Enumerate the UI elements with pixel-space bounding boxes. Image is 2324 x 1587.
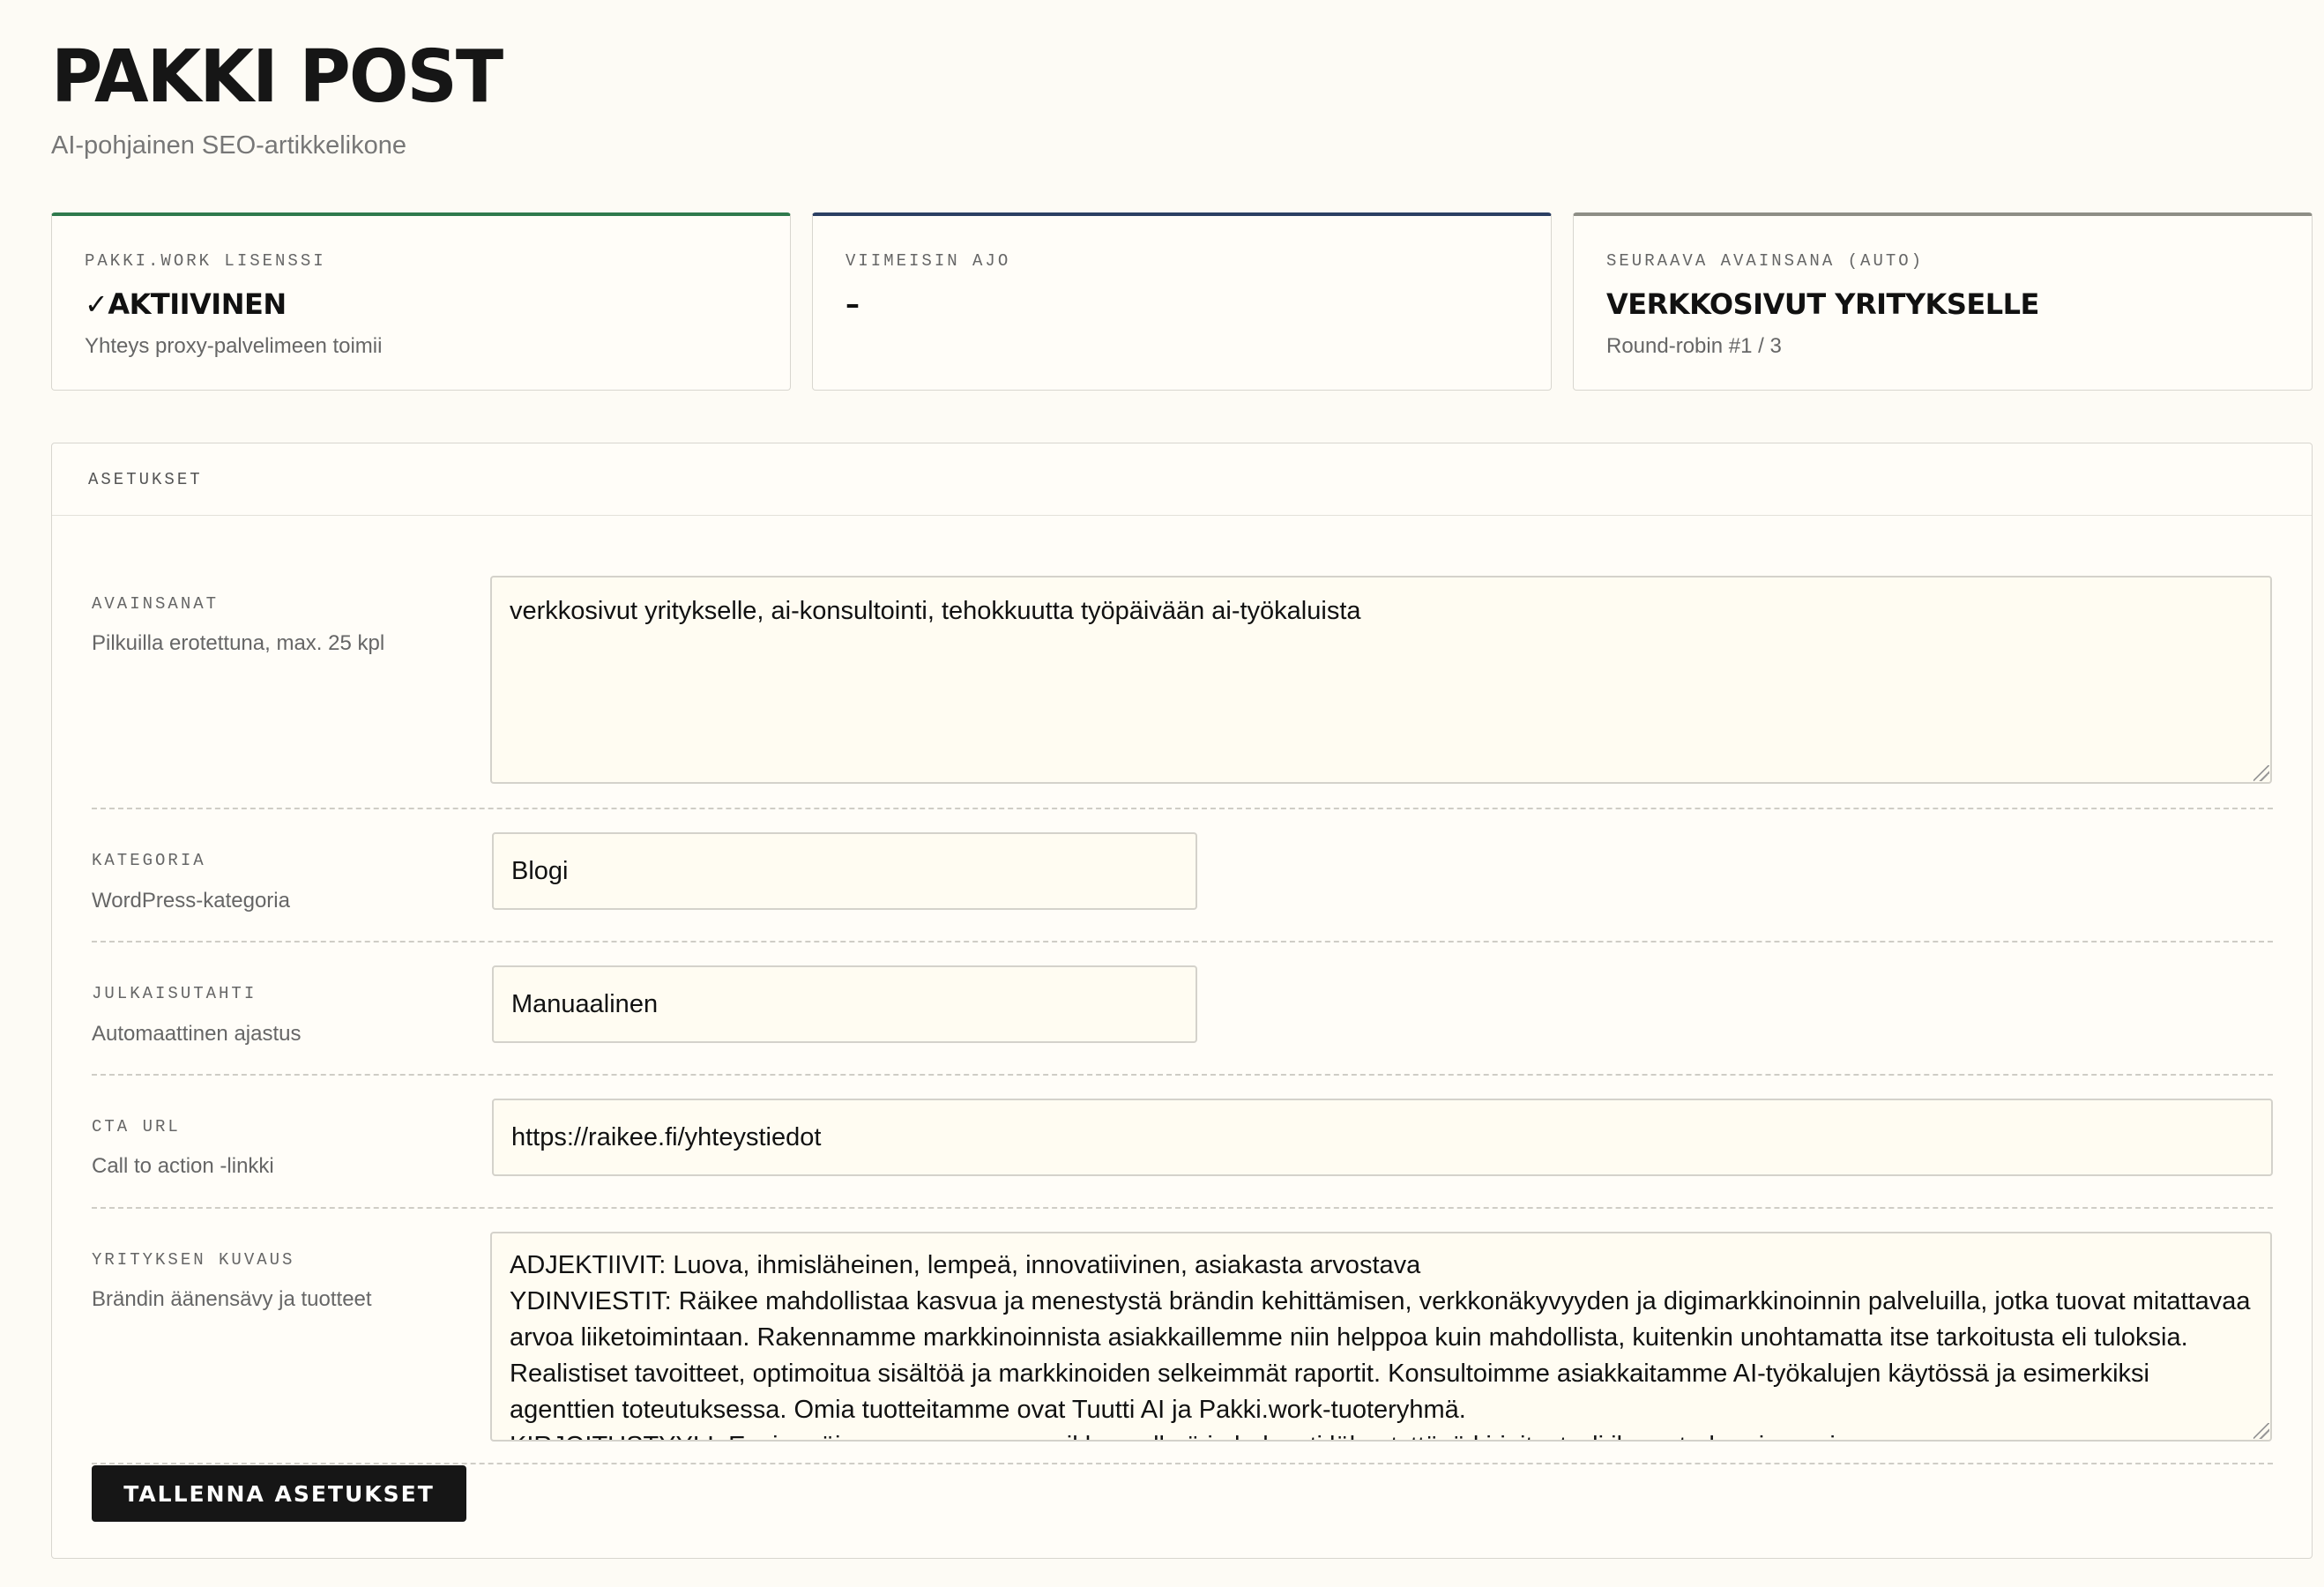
last-run-card	[812, 212, 1552, 391]
row-divider	[92, 1463, 2273, 1464]
resize-grip-icon[interactable]	[2253, 1423, 2269, 1439]
next-keyword-value: VERKKOSIVUT YRITYKSELLE	[1606, 287, 2039, 321]
description-hint: Brändin äänensävy ja tuotteet	[92, 1287, 372, 1311]
cta-url-input[interactable]	[492, 1099, 2273, 1176]
license-note: Yhteys proxy-palvelimeen toimii	[85, 334, 383, 358]
row-divider	[92, 941, 2273, 943]
page-title: PAKKI POST	[51, 35, 503, 119]
keywords-label: AVAINSANAT	[92, 594, 220, 614]
description-label: YRITYKSEN KUVAUS	[92, 1250, 295, 1270]
keywords-hint: Pilkuilla erotettuna, max. 25 kpl	[92, 631, 385, 655]
license-label: PAKKI.WORK LISENSSI	[85, 251, 326, 271]
category-hint: WordPress-kategoria	[92, 889, 290, 913]
category-label: KATEGORIA	[92, 851, 206, 870]
next-keyword-note: Round-robin #1 / 3	[1606, 334, 1782, 358]
last-run-value: –	[845, 287, 860, 321]
license-card	[51, 212, 791, 391]
row-divider	[92, 1207, 2273, 1209]
resize-grip-icon[interactable]	[2253, 765, 2269, 781]
category-input[interactable]	[492, 832, 1197, 910]
next-keyword-card	[1573, 212, 2313, 391]
settings-title: ASETUKSET	[52, 443, 2312, 516]
next-keyword-label: SEURAAVA AVAINSANA (AUTO)	[1606, 251, 1925, 271]
save-settings-button[interactable]: TALLENNA ASETUKSET	[92, 1465, 466, 1522]
license-status: ✓AKTIIVINEN	[85, 287, 287, 321]
last-run-label: VIIMEISIN AJO	[845, 251, 1011, 271]
cta-url-hint: Call to action -linkki	[92, 1154, 274, 1178]
cta-url-label: CTA URL	[92, 1117, 181, 1136]
keywords-textarea[interactable]	[490, 576, 2272, 784]
schedule-select[interactable]	[492, 965, 1197, 1043]
row-divider	[92, 808, 2273, 809]
row-divider	[92, 1074, 2273, 1076]
schedule-label: JULKAISUTAHTI	[92, 984, 257, 1003]
schedule-hint: Automaattinen ajastus	[92, 1022, 302, 1046]
page-subtitle: AI-pohjainen SEO-artikkelikone	[51, 131, 406, 160]
description-textarea[interactable]	[490, 1232, 2272, 1442]
